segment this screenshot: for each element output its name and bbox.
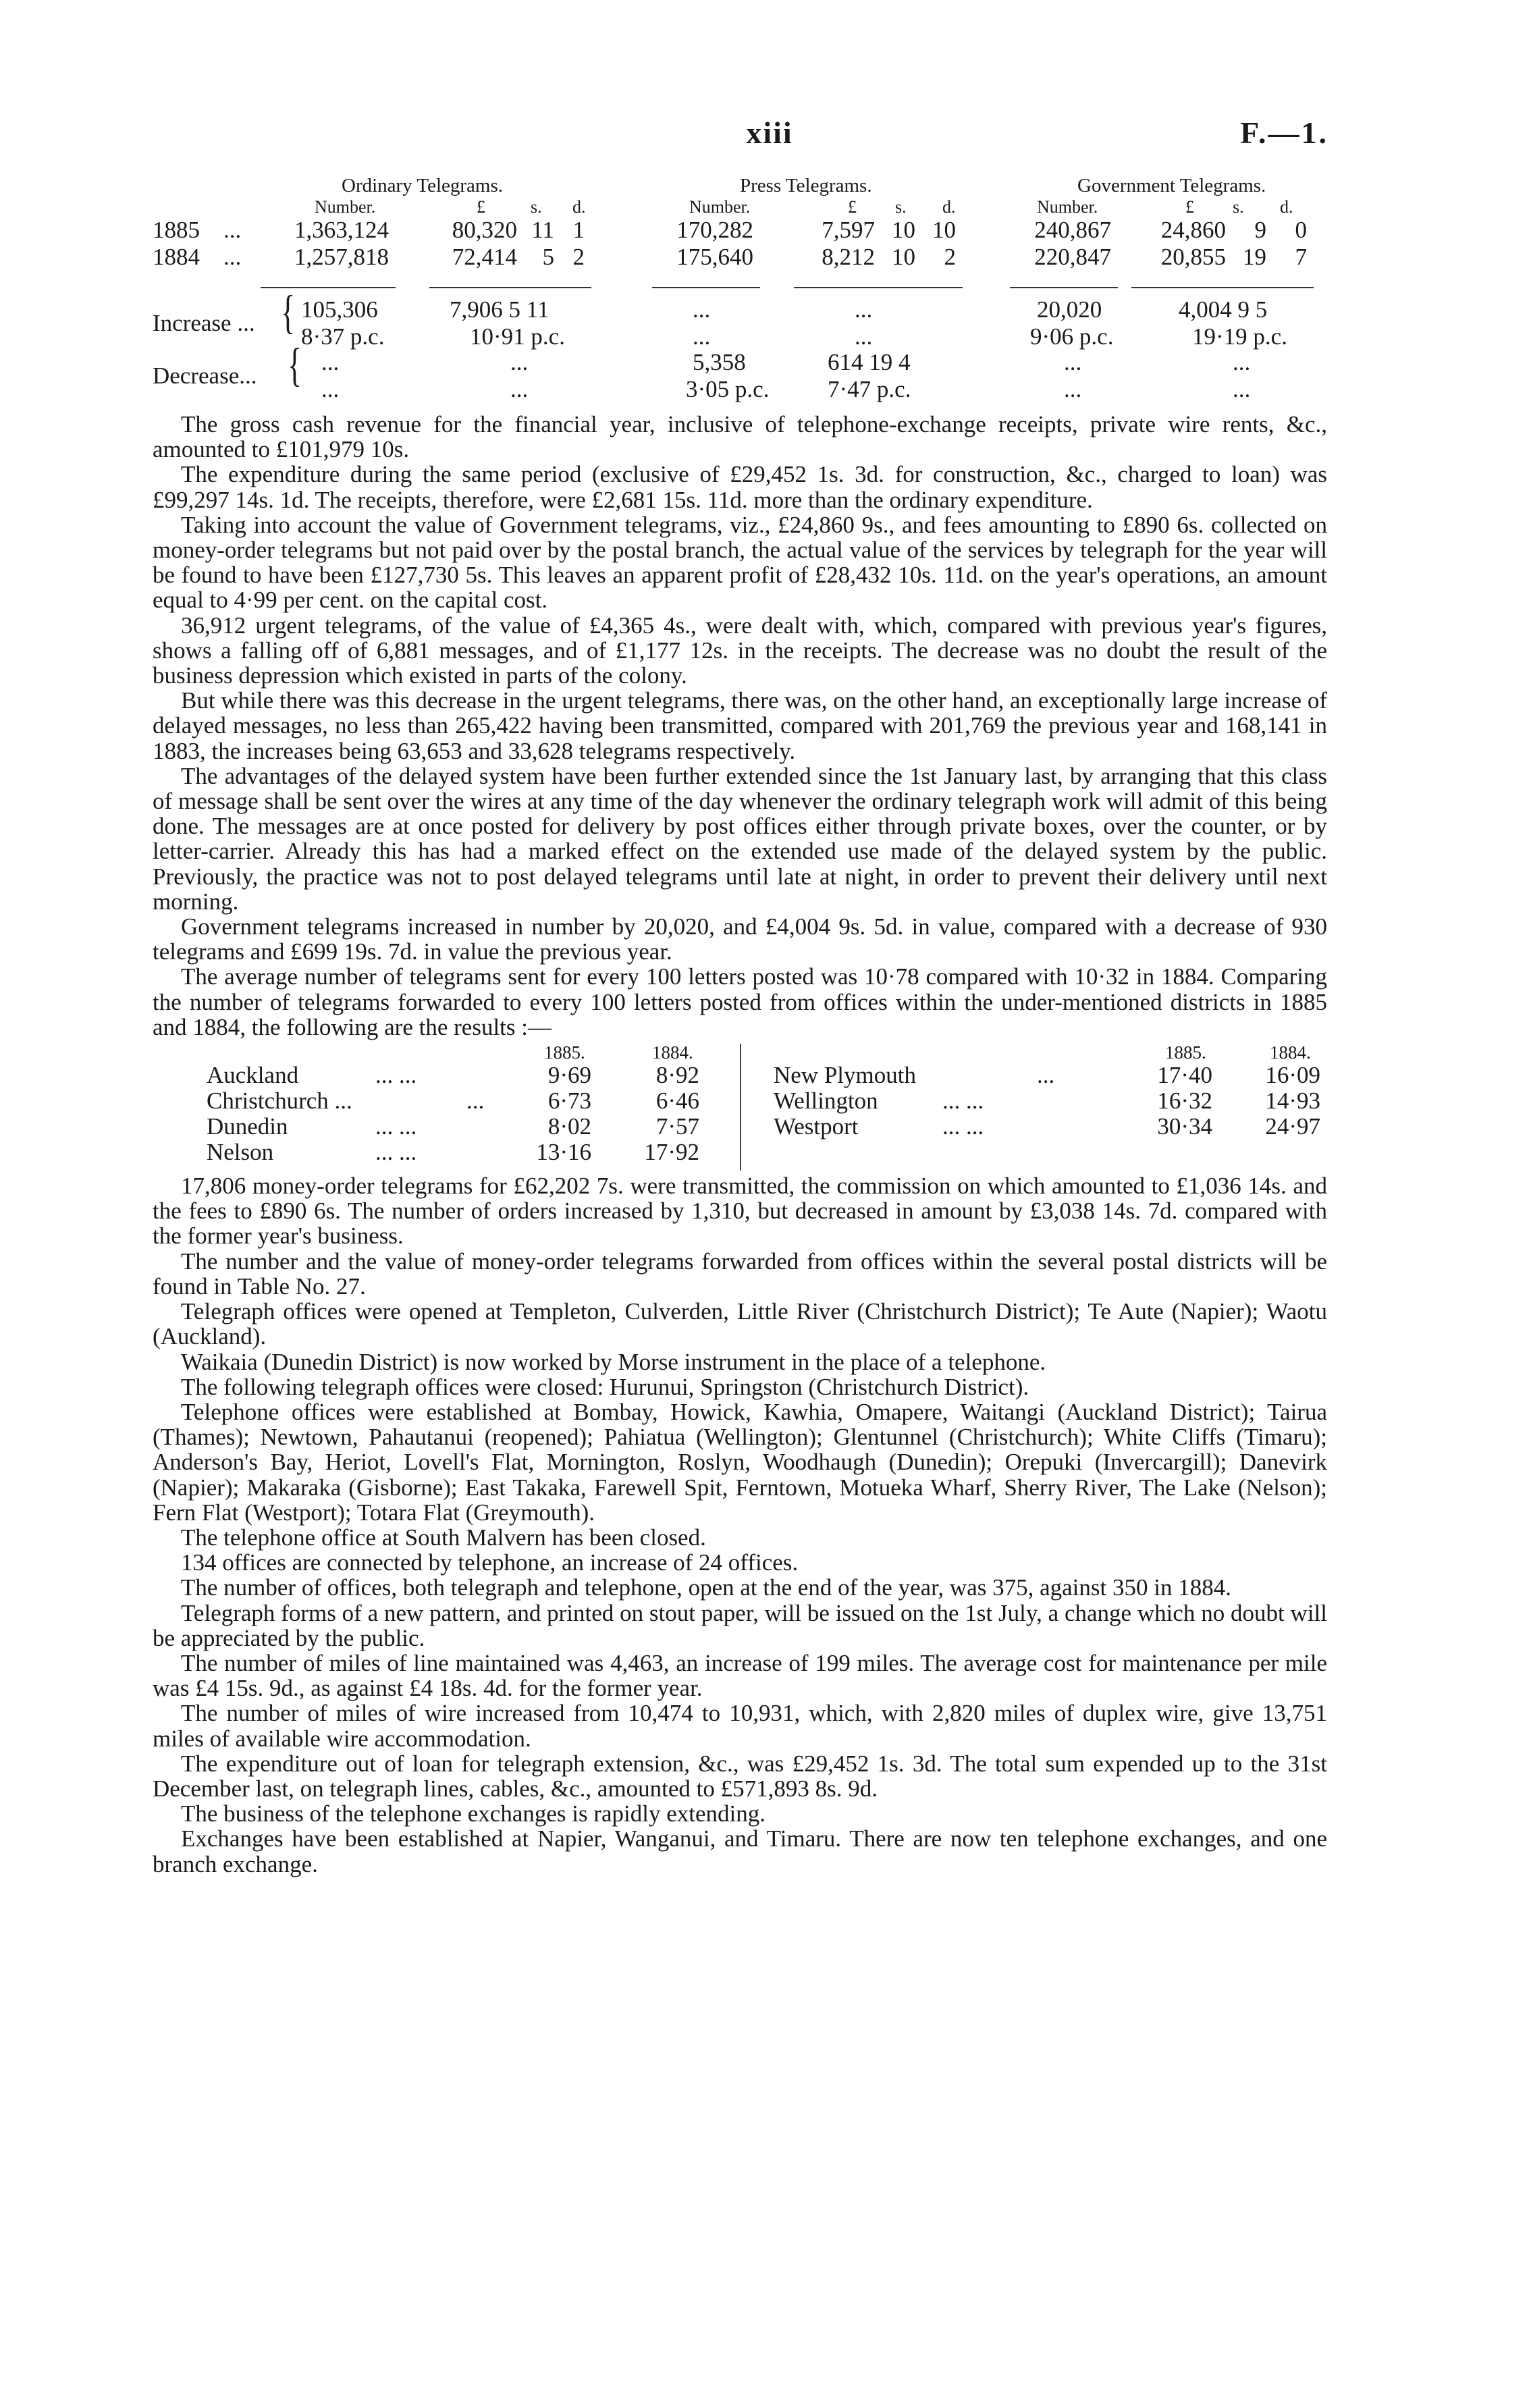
ordinary-increase-number: 105,306: [301, 296, 378, 323]
government-increase-percent: 9·06 p.c.: [1030, 323, 1114, 350]
government-increase-number: 20,020: [1037, 296, 1102, 323]
ordinary-number: 1,257,818: [294, 244, 389, 270]
ordinary-telegrams-heading: Ordinary Telegrams.: [342, 175, 504, 196]
empty-cell: ...: [693, 323, 711, 350]
col-number: Number.: [315, 197, 376, 217]
value-1885: 30·34: [1157, 1113, 1212, 1140]
paragraph: Telegraph forms of a new pattern, and printed on stout paper, will be issued on the 1st July, a change which no doubt will be appreciated by the public.: [153, 1599, 1327, 1651]
value-1884: 14·93: [1265, 1088, 1320, 1115]
press-decrease-amount-percent: 7·47 p.c.: [828, 376, 911, 402]
empty-cell: ...: [321, 349, 340, 375]
district-name: Wellington: [774, 1088, 878, 1115]
district-name: Auckland: [207, 1062, 299, 1089]
ordinary-pounds: 72,414: [452, 244, 517, 270]
ordinary-increase-percent: 8·37 p.c.: [301, 323, 385, 350]
empty-cell: ...: [510, 376, 529, 402]
value-1885: 8·02: [547, 1113, 591, 1140]
leader-dots: ...: [223, 244, 242, 270]
paragraph: Telegraph offices were opened at Templeton, Culverden, Little River (Christchurch District); Te Aute (Napier); Waotu (Auckland).: [153, 1298, 1327, 1350]
district-name: Christchurch ...: [207, 1088, 352, 1115]
table-rule: [1131, 287, 1314, 288]
row-label: 1885: [153, 217, 200, 243]
col-shillings: s.: [1233, 197, 1244, 217]
leader-dots: ... ...: [942, 1088, 984, 1115]
col-shillings: s.: [531, 197, 542, 217]
leader-dots: ... ...: [375, 1139, 417, 1166]
value-1884: 17·92: [644, 1139, 699, 1166]
brace: {: [281, 286, 296, 339]
col-pence: d.: [942, 197, 956, 217]
district-name: New Plymouth: [774, 1062, 916, 1089]
government-shillings: 9: [1254, 217, 1266, 243]
press-pounds: 8,212: [822, 244, 875, 270]
value-1885: 9·69: [547, 1062, 591, 1089]
value-1885: 6·73: [547, 1088, 591, 1115]
government-shillings: 19: [1243, 244, 1266, 270]
press-pence: 10: [932, 217, 956, 243]
value-1884: 6·46: [655, 1088, 699, 1115]
press-pounds: 7,597: [822, 217, 875, 243]
table-rule: [652, 287, 760, 288]
leader-dots: ... ...: [375, 1062, 417, 1089]
leader-dots: ...: [466, 1088, 485, 1115]
paragraph: Telephone offices were established at Bombay, Howick, Kawhia, Omapere, Waitangi (Auckland District); Tairua (Thames); Newtown, Pahautanui (reopened); Pahiatua (Wellington); Glentunnel (Christchurch); White Cliffs (Timaru); Anderson's Bay, Heriot, Lovell's Flat, Mornington, Roslyn, Woodhaugh (Dunedin); Orepuki (Invercargill); Danevirk (Napier); Makaraka (Gisborne); East Takaka, Farewell Spit, Ferntown, Motueka Wharf, Sherry River, The Lake (Nelson); Fern Flat (Westport); Totara Flat (Greymouth).: [153, 1398, 1327, 1526]
press-number: 170,282: [676, 217, 753, 243]
government-pence: 7: [1295, 244, 1307, 270]
ordinary-number: 1,363,124: [294, 217, 389, 243]
ordinary-shillings: 5: [542, 244, 554, 270]
paragraph: Taking into account the value of Government telegrams, viz., £24,860 9s., and fees amounting to £890 6s. collected on money-order telegrams but not paid over by the postal branch, the actual value of the services by telegraph for the year will be found to have been £127,730 5s. This leaves an apparent profit of £28,432 10s. 11d. on the year's operations, an amount equal to 4·99 per cent. on the capital cost.: [153, 511, 1327, 614]
paragraph: The number and the value of money-order telegrams forwarded from offices within the several postal districts will be found in Table No. 27.: [153, 1248, 1327, 1300]
press-shillings: 10: [892, 244, 915, 270]
government-number: 240,867: [1034, 217, 1111, 243]
year-header: 1884.: [652, 1042, 693, 1063]
press-decrease-percent: 3·05 p.c.: [686, 376, 770, 402]
empty-cell: ...: [1064, 349, 1082, 375]
government-pence: 0: [1295, 217, 1307, 243]
value-1884: 8·92: [655, 1062, 699, 1089]
col-pounds: £: [477, 197, 485, 217]
press-pence: 2: [944, 244, 956, 270]
report-body: [153, 412, 1327, 1877]
ordinary-increase-amount: 7,906 5 11: [450, 296, 549, 323]
paragraph: The business of the telephone exchanges is rapidly extending.: [181, 1800, 766, 1827]
empty-cell: ...: [855, 296, 873, 323]
table-rule: [1010, 287, 1118, 288]
empty-cell: ...: [510, 349, 529, 375]
press-decrease-amount: 614 19 4: [828, 349, 911, 375]
table-rule: [429, 287, 591, 288]
value-1884: 16·09: [1265, 1062, 1320, 1089]
government-pounds: 24,860: [1160, 217, 1226, 243]
col-pence: d.: [572, 197, 586, 217]
col-shillings: s.: [895, 197, 907, 217]
value-1884: 24·97: [1265, 1113, 1320, 1140]
year-header: 1885.: [1165, 1042, 1206, 1063]
value-1885: 17·40: [1157, 1062, 1212, 1089]
col-pence: d.: [1280, 197, 1293, 217]
col-pounds: £: [1185, 197, 1194, 217]
ordinary-shillings: 11: [531, 217, 554, 243]
paragraph: The average number of telegrams sent for every 100 letters posted was 10·78 compared with 10·32 in 1884. Comparing the number of telegrams forwarded to every 100 letters posted from offices within the under-mentioned districts in 1885 and 1884, the following are the results :—: [153, 963, 1327, 1040]
paragraph: The advantages of the delayed system have been further extended since the 1st January last, by arranging that this class of message shall be sent over the wires at any time of the day whenever the ordinary telegraph work will admit of this being done. The messages are at once posted for delivery by post offices either through private boxes, over the counter, or by letter-carrier. Already this has had a marked effect on the extended use made of the delayed system by the public. Previously, the practice was not to post delayed telegrams until late at night, in order to prevent their delivery until next morning.: [153, 762, 1327, 915]
year-header: 1885.: [544, 1042, 585, 1063]
paragraph: The number of miles of wire increased from 10,474 to 10,931, which, with 2,820 miles of duplex wire, give 13,751 miles of available wire accommodation.: [153, 1700, 1327, 1752]
paragraph: Government telegrams increased in number by 20,020, and £4,004 9s. 5d. in value, compared with a decrease of 930 telegrams and £699 19s. 7d. in value the previous year.: [153, 913, 1327, 965]
telegram-summary-table: [153, 172, 1327, 402]
leader-dots: ... ...: [942, 1113, 984, 1140]
empty-cell: ...: [855, 323, 873, 350]
value-1884: 7·57: [655, 1113, 699, 1140]
leader-dots: ...: [1037, 1062, 1055, 1089]
col-number: Number.: [689, 197, 751, 217]
empty-cell: ...: [321, 376, 340, 402]
government-increase-amount-percent: 19·19 p.c.: [1192, 323, 1287, 350]
press-shillings: 10: [892, 217, 915, 243]
decrease-label: Decrease...: [153, 363, 257, 389]
government-increase-amount: 4,004 9 5: [1179, 296, 1268, 323]
increase-label: Increase ...: [153, 310, 255, 336]
ordinary-increase-amount-percent: 10·91 p.c.: [470, 323, 565, 350]
brace: {: [288, 338, 302, 392]
government-pounds: 20,855: [1160, 244, 1226, 270]
press-number: 175,640: [676, 244, 753, 270]
ordinary-pounds: 80,320: [452, 217, 517, 243]
page-number: xiii: [746, 115, 793, 150]
col-number: Number.: [1037, 197, 1098, 217]
empty-cell: ...: [1233, 349, 1251, 375]
press-decrease-number: 5,358: [693, 349, 746, 375]
empty-cell: ...: [693, 296, 711, 323]
table-rule: [794, 287, 963, 288]
press-telegrams-heading: Press Telegrams.: [740, 175, 872, 196]
row-label: 1884: [153, 244, 200, 270]
year-header: 1884.: [1270, 1042, 1311, 1063]
paragraph: The following telegraph offices were closed: Hurunui, Springston (Christchurch District).: [181, 1373, 1029, 1400]
district-comparison-table: [153, 1040, 1327, 1173]
paragraph: But while there was this decrease in the urgent telegrams, there was, on the other hand, an exceptionally large increase of delayed messages, no less than 265,422 having been transmitted, compared with 201,769 the previous year and 168,141 in 1883, the increases being 63,653 and 33,628 telegrams respectively.: [153, 687, 1327, 764]
paragraph: 134 offices are connected by telephone, an increase of 24 offices.: [181, 1549, 799, 1576]
empty-cell: ...: [1064, 376, 1082, 402]
paragraph: 17,806 money-order telegrams for £62,202 7s. were transmitted, the commission on which amounted to £1,036 14s. and the fees to £890 6s. The number of orders increased by 1,310, but decreased in amount by £3,038 14s. 7d. compared with the former year's business.: [153, 1173, 1327, 1250]
value-1885: 16·32: [1157, 1088, 1212, 1115]
paragraph: Waikaia (Dunedin District) is now worked by Morse instrument in the place of a telephone.: [181, 1348, 1046, 1375]
district-name: Westport: [774, 1113, 859, 1140]
government-telegrams-heading: Government Telegrams.: [1077, 175, 1266, 196]
paragraph: The telephone office at South Malvern has been closed.: [181, 1524, 706, 1551]
leader-dots: ... ...: [375, 1113, 417, 1140]
table-divider: [740, 1044, 741, 1171]
col-pounds: £: [848, 197, 857, 217]
leader-dots: ...: [223, 217, 242, 243]
empty-cell: ...: [1233, 376, 1251, 402]
paragraph: The number of offices, both telegraph and telephone, open at the end of the year, was 375, against 350 in 1884.: [181, 1574, 1231, 1601]
ordinary-pence: 1: [572, 217, 585, 243]
paragraph: Exchanges have been established at Napier, Wanganui, and Timaru. There are now ten telephone exchanges, and one branch exchange.: [153, 1825, 1327, 1877]
district-name: Nelson: [207, 1139, 274, 1166]
value-1885: 13·16: [536, 1139, 591, 1166]
document-reference: F.—1.: [1240, 115, 1328, 150]
paragraph: The expenditure during the same period (exclusive of £29,452 1s. 3d. for construction, &c., charged to loan) was £99,297 14s. 1d. The receipts, therefore, were £2,681 15s. 11d. more than the ordinary expenditure.: [153, 461, 1327, 513]
paragraph: The gross cash revenue for the financial year, inclusive of telephone-exchange receipts, private wire rents, &c., amounted to £101,979 10s.: [153, 411, 1327, 463]
paragraph: The number of miles of line maintained was 4,463, an increase of 199 miles. The average cost for maintenance per mile was £4 15s. 9d., as against £4 18s. 4d. for the former year.: [153, 1649, 1327, 1702]
ordinary-pence: 2: [572, 244, 585, 270]
government-number: 220,847: [1034, 244, 1111, 270]
district-name: Dunedin: [207, 1113, 288, 1140]
paragraph: 36,912 urgent telegrams, of the value of £4,365 4s., were dealt with, which, compared with previous year's figures, shows a falling off of 6,881 messages, and of £1,177 12s. in the receipts. The decrease was no doubt the result of the business depression which existed in parts of the colony.: [153, 612, 1327, 689]
paragraph: The expenditure out of loan for telegraph extension, &c., was £29,452 1s. 3d. The total sum expended up to the 31st December last, on telegraph lines, cables, &c., amounted to £571,893 8s. 9d.: [153, 1750, 1327, 1802]
